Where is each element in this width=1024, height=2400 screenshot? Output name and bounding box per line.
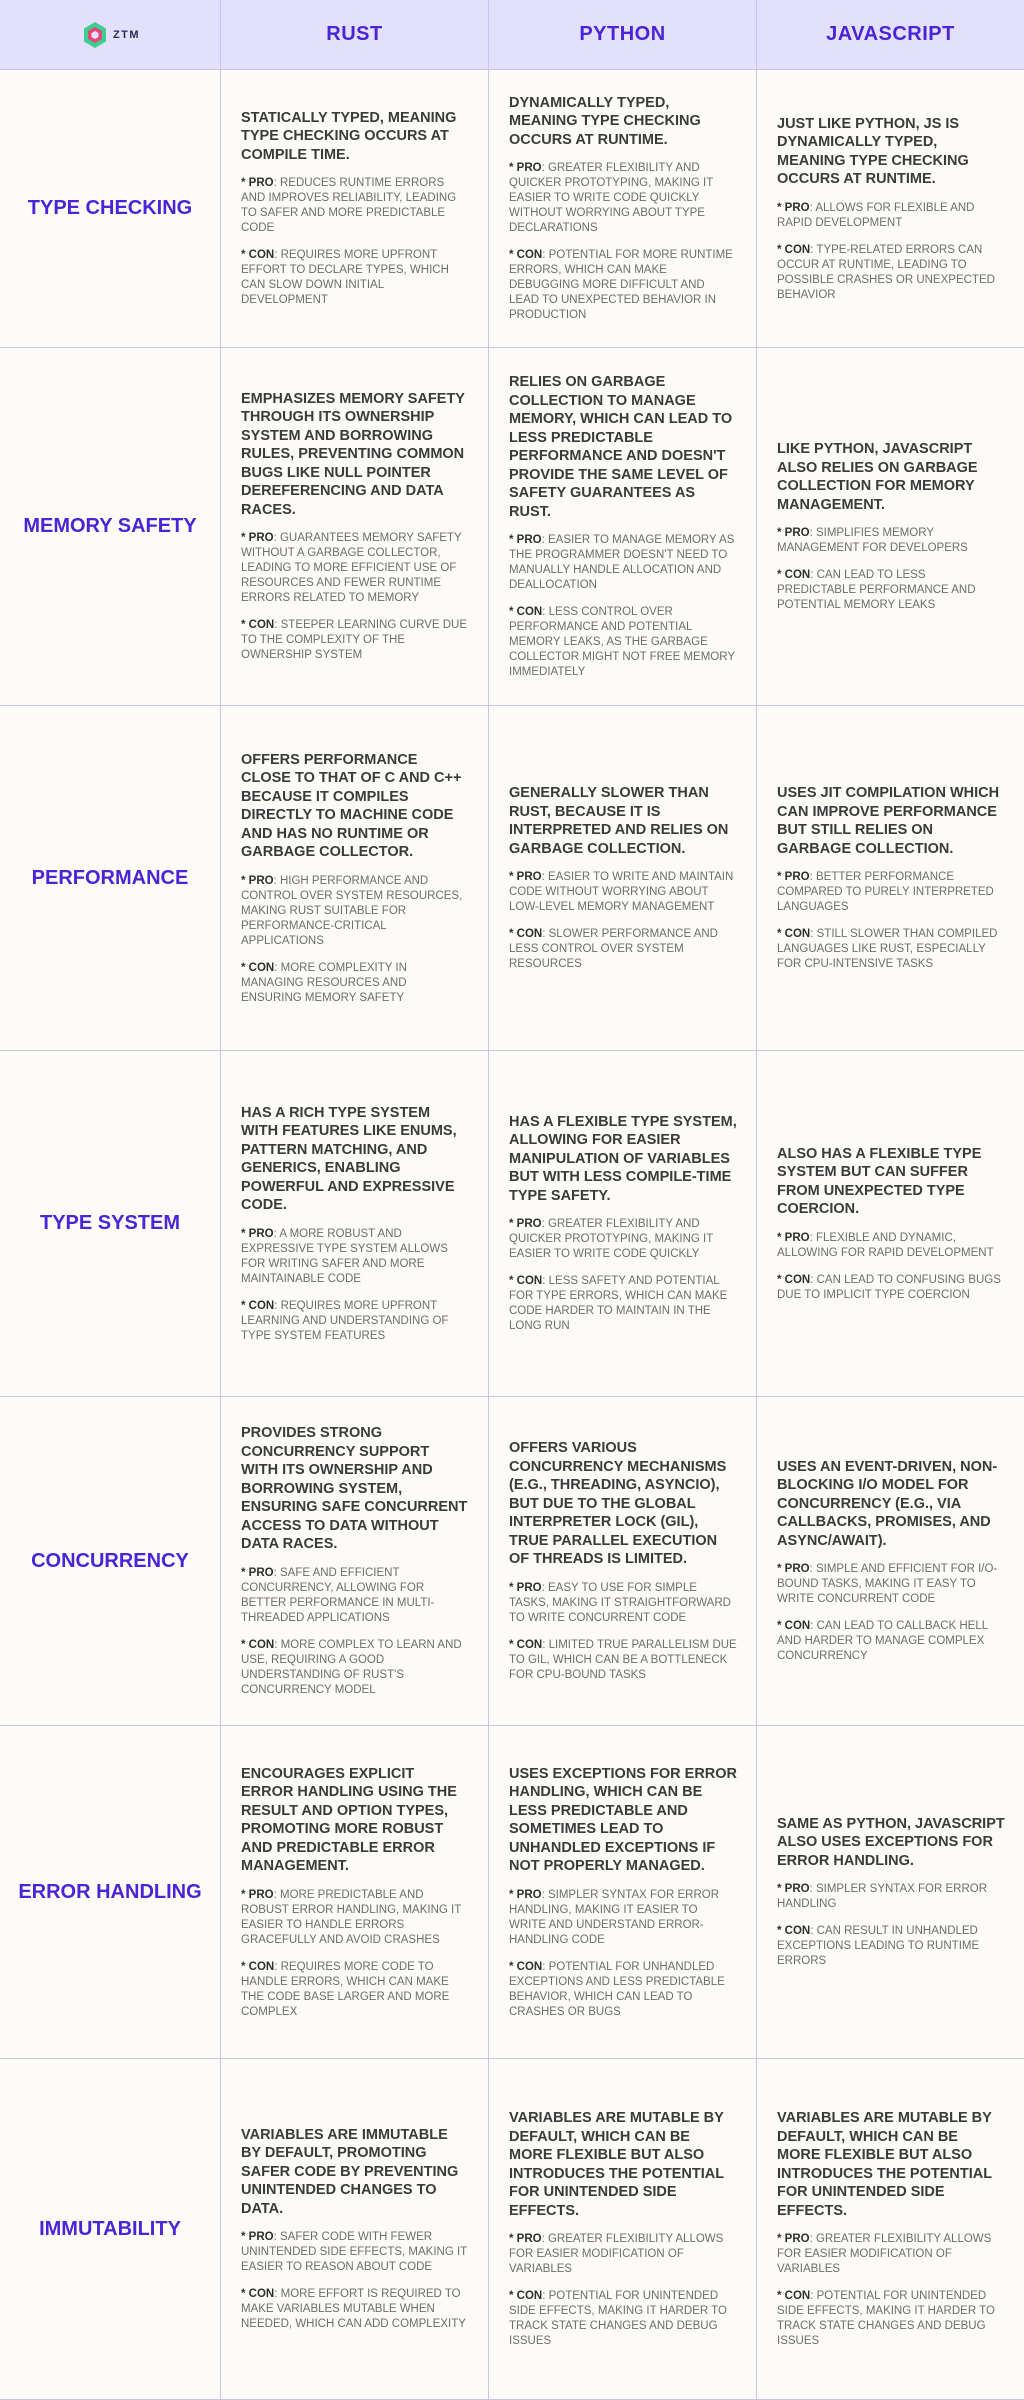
con-text: : MORE COMPLEX TO LEARN AND USE, REQUIRING A GOOD UNDERSTANDING OF RUST'S CONCURRENCY MODEL [241,1638,462,1696]
pro-point [509,533,737,593]
cell-summary: OFFERS VARIOUS CONCURRENCY MECHANISMS (E.G., THREADING, ASYNCIO), BUT DUE TO THE GLOBAL INTERPRETER LOCK (GIL), TRUE PARALLEL EXECUTION OF THREADS IS LIMITED. [509,1440,727,1568]
pro-point [509,1888,737,1948]
pro-bullet: * [777,1563,785,1576]
pro-text: : MORE PREDICTABLE AND ROBUST ERROR HANDLING, MAKING IT EASIER TO HANDLE ERRORS GRACEFULLY AND AVOID CRASHES [241,1888,462,1946]
con-label: CON [248,2288,275,2301]
con-bullet: * [241,961,249,974]
con-text: : REQUIRES MORE UPFRONT EFFORT TO DECLARE TYPES, WHICH CAN SLOW DOWN INITIAL DEVELOPMENT [241,249,449,307]
python-cell [489,348,757,706]
row-label: TYPE CHECKING [0,70,221,348]
pro-point [241,1566,469,1626]
con-bullet: * [241,1638,249,1651]
con-point [777,1619,1005,1664]
con-text: : STEEPER LEARNING CURVE DUE TO THE COMPLEXITY OF THE OWNERSHIP SYSTEM [241,619,468,662]
con-point [509,248,737,323]
con-point [509,605,737,680]
rust-cell [221,348,489,706]
javascript-cell [757,1397,1024,1726]
pro-label: PRO [516,162,542,175]
pro-bullet: * [777,2233,785,2245]
pro-bullet: * [777,1231,785,1244]
row-label: IMMUTABILITY [0,2059,221,2400]
con-text: : REQUIRES MORE UPFRONT LEARNING AND UNDERSTANDING OF TYPE SYSTEM FEATURES [241,1299,449,1342]
con-bullet: * [777,569,785,581]
pro-point [241,2230,469,2275]
con-point [509,1638,737,1683]
con-bullet: * [509,1960,517,1973]
pro-point [777,526,1005,556]
con-label: CON [516,1638,543,1651]
con-label: CON [516,2290,543,2302]
con-text: : CAN LEAD TO CONFUSING BUGS DUE TO IMPLICIT TYPE COERCION [777,1273,1001,1301]
con-point [777,568,1005,613]
con-text: : STILL SLOWER THAN COMPILED LANGUAGES LIKE RUST, ESPECIALLY FOR CPU-INTENSIVE TASKS [777,928,998,970]
logo-cell [0,0,221,70]
con-label: CON [516,1275,543,1288]
con-label: CON [516,249,543,262]
con-label: CON [516,928,543,940]
pro-text: : HIGH PERFORMANCE AND CONTROL OVER SYSTEM RESOURCES, MAKING RUST SUITABLE FOR PERFORMANCE-CRITICAL APPLICATIONS [241,874,463,947]
pro-point [241,1888,469,1948]
rust-cell [221,1051,489,1397]
pro-text: : REDUCES RUNTIME ERRORS AND IMPROVES RELIABILITY, LEADING TO SAFER AND MORE PREDICTABLE CODE [241,177,457,235]
cell-summary: USES AN EVENT-DRIVEN, NON-BLOCKING I/O MODEL FOR CONCURRENCY (E.G., VIA CALLBACKS, PROMISES, AND ASYNC/AWAIT). [777,1458,998,1549]
pro-text: : SAFE AND EFFICIENT CONCURRENCY, ALLOWING FOR BETTER PERFORMANCE IN MULTI-THREADED APPLICATIONS [241,1566,435,1624]
pro-label: PRO [784,1563,810,1576]
pro-bullet: * [777,527,785,539]
cell-summary: ALSO HAS A FLEXIBLE TYPE SYSTEM BUT CAN SUFFER FROM UNEXPECTED TYPE COERCION. [777,1145,982,1217]
pro-text: : GUARANTEES MEMORY SAFETY WITHOUT A GARBAGE COLLECTOR, LEADING TO MORE EFFICIENT USE OF RESOURCES AND FEWER RUNTIME ERRORS RELATED TO MEMORY [241,532,462,605]
con-label: CON [248,1299,275,1312]
cell-summary: PROVIDES STRONG CONCURRENCY SUPPORT WITH ITS OWNERSHIP AND BORROWING SYSTEM, ENSURING SAFE CONCURRENT ACCESS TO DATA WITHOUT DATA RACES. [241,1425,468,1553]
con-label: CON [784,1925,811,1938]
con-label: CON [784,2290,811,2302]
pro-label: PRO [248,177,274,190]
con-label: CON [248,961,275,974]
pro-text: : GREATER FLEXIBILITY ALLOWS FOR EASIER MODIFICATION OF VARIABLES [509,2233,724,2275]
con-point [777,243,1005,303]
pro-point [509,1217,737,1262]
con-point [509,927,737,972]
pro-point [509,870,737,915]
pro-label: PRO [516,2233,542,2245]
pro-bullet: * [241,1566,249,1579]
con-text: : REQUIRES MORE CODE TO HANDLE ERRORS, WHICH CAN MAKE THE CODE BASE LARGER AND MORE COMPLEX [241,1960,450,2018]
row-label: TYPE SYSTEM [0,1051,221,1397]
pro-bullet: * [241,1888,249,1901]
logo-text: ZTM [112,28,141,41]
pro-label: PRO [516,871,542,883]
cell-summary: STATICALLY TYPED, MEANING TYPE CHECKING OCCURS AT COMPILE TIME. [241,109,457,163]
pro-label: PRO [516,1888,542,1901]
con-label: CON [516,606,543,618]
rust-cell [221,2059,489,2400]
con-bullet: * [777,1925,785,1938]
con-text: : POTENTIAL FOR UNINTENDED SIDE EFFECTS, MAKING IT HARDER TO TRACK STATE CHANGES AND DEBUG ISSUES [777,2290,995,2347]
pro-bullet: * [241,1227,249,1240]
pro-bullet: * [777,1883,785,1896]
con-bullet: * [777,1620,785,1633]
con-label: CON [248,1638,275,1651]
pro-bullet: * [241,532,249,545]
python-cell [489,706,757,1051]
pro-bullet: * [777,871,785,883]
pro-bullet: * [241,874,249,887]
pro-bullet: * [509,2233,517,2245]
pro-point [777,1562,1005,1607]
cell-summary: VARIABLES ARE IMMUTABLE BY DEFAULT, PROMOTING SAFER CODE BY PREVENTING UNINTENDED CHANGES TO DATA. [241,2126,459,2217]
pro-label: PRO [784,871,810,883]
cell-summary: USES EXCEPTIONS FOR ERROR HANDLING, WHICH CAN BE LESS PREDICTABLE AND SOMETIMES LEAD TO UNHANDLED EXCEPTIONS IF NOT PROPERLY MANAGED. [509,1765,738,1874]
con-text: : SLOWER PERFORMANCE AND LESS CONTROL OVER SYSTEM RESOURCES [509,928,718,970]
pro-bullet: * [777,201,785,214]
cell-summary: HAS A RICH TYPE SYSTEM WITH FEATURES LIKE ENUMS, PATTERN MATCHING, AND GENERICS, ENABLING POWERFUL AND EXPRESSIVE CODE. [241,1104,457,1213]
header-rust: RUST [221,0,489,70]
ztm-logo-icon [80,20,110,50]
con-bullet: * [509,249,517,262]
pro-label: PRO [516,1218,542,1231]
con-label: CON [248,619,275,632]
con-bullet: * [241,1299,249,1312]
rust-cell [221,70,489,348]
con-label: CON [516,1960,543,1973]
pro-point [509,2232,737,2277]
pro-point [241,531,469,606]
pro-text: : GREATER FLEXIBILITY ALLOWS FOR EASIER MODIFICATION OF VARIABLES [777,2233,992,2275]
header-python: PYTHON [489,0,757,70]
pro-point [241,176,469,236]
pro-point [241,874,469,949]
javascript-cell [757,70,1024,348]
con-text: : LESS CONTROL OVER PERFORMANCE AND POTENTIAL MEMORY LEAKS, AS THE GARBAGE COLLECTOR MIGHT NOT FREE MEMORY IMMEDIATELY [509,606,735,678]
cell-summary: VARIABLES ARE MUTABLE BY DEFAULT, WHICH CAN BE MORE FLEXIBLE BUT ALSO INTRODUCES THE POTENTIAL FOR UNINTENDED SIDE EFFECTS. [777,2110,992,2219]
cell-summary: HAS A FLEXIBLE TYPE SYSTEM, ALLOWING FOR EASIER MANIPULATION OF VARIABLES BUT WITH LESS COMPILE-TIME TYPE SAFETY. [509,1113,737,1204]
pro-bullet: * [509,534,517,546]
pro-text: : GREATER FLEXIBILITY AND QUICKER PROTOTYPING, MAKING IT EASIER TO WRITE CODE QUICKLY [509,1218,714,1261]
con-text: : POTENTIAL FOR UNINTENDED SIDE EFFECTS, MAKING IT HARDER TO TRACK STATE CHANGES AND DEBUG ISSUES [509,2290,727,2347]
con-point [241,1638,469,1698]
python-cell [489,1726,757,2059]
pro-label: PRO [248,1566,274,1579]
con-bullet: * [509,1638,517,1651]
rust-cell [221,1397,489,1726]
pro-text: : FLEXIBLE AND DYNAMIC, ALLOWING FOR RAPID DEVELOPMENT [777,1231,994,1259]
row-label: PERFORMANCE [0,706,221,1051]
pro-label: PRO [516,534,542,546]
pro-bullet: * [509,1581,517,1594]
con-point [241,2287,469,2332]
con-text: : MORE EFFORT IS REQUIRED TO MAKE VARIABLES MUTABLE WHEN NEEDED, WHICH CAN ADD COMPLEXITY [241,2288,466,2331]
pro-label: PRO [784,1231,810,1244]
pro-text: : ALLOWS FOR FLEXIBLE AND RAPID DEVELOPMENT [777,201,975,229]
con-text: : LIMITED TRUE PARALLELISM DUE TO GIL, WHICH CAN BE A BOTTLENECK FOR CPU-BOUND TASKS [509,1638,737,1681]
con-bullet: * [777,243,785,256]
cell-summary: JUST LIKE PYTHON, JS IS DYNAMICALLY TYPED, MEANING TYPE CHECKING OCCURS AT RUNTIME. [777,115,969,187]
python-cell [489,2059,757,2400]
con-point [509,1274,737,1334]
con-text: : POTENTIAL FOR UNHANDLED EXCEPTIONS AND LESS PREDICTABLE BEHAVIOR, WHICH CAN LEAD TO CRASHES OR BUGS [509,1960,725,2018]
javascript-cell [757,348,1024,706]
con-text: : TYPE-RELATED ERRORS CAN OCCUR AT RUNTIME, LEADING TO POSSIBLE CRASHES OR UNEXPECTED BEHAVIOR [777,243,995,301]
pro-label: PRO [248,874,274,887]
pro-label: PRO [784,2233,810,2245]
pro-point [509,1581,737,1626]
pro-text: : SIMPLE AND EFFICIENT FOR I/O-BOUND TASKS, MAKING IT EASY TO WRITE CONCURRENT CODE [777,1563,998,1606]
pro-text: : BETTER PERFORMANCE COMPARED TO PURELY INTERPRETED LANGUAGES [777,871,994,913]
pro-label: PRO [248,1227,274,1240]
rust-cell [221,706,489,1051]
con-point [777,2289,1005,2349]
con-bullet: * [777,1273,785,1286]
cell-summary: VARIABLES ARE MUTABLE BY DEFAULT, WHICH CAN BE MORE FLEXIBLE BUT ALSO INTRODUCES THE POTENTIAL FOR UNINTENDED SIDE EFFECTS. [509,2110,724,2219]
pro-point [777,870,1005,915]
javascript-cell [757,706,1024,1051]
con-bullet: * [777,928,785,940]
pro-text: : SIMPLER SYNTAX FOR ERROR HANDLING [777,1883,988,1911]
pro-label: PRO [248,532,274,545]
javascript-cell [757,1726,1024,2059]
con-point [777,1924,1005,1969]
pro-label: PRO [784,201,810,214]
python-cell [489,70,757,348]
pro-bullet: * [509,871,517,883]
con-bullet: * [241,249,249,262]
con-bullet: * [509,606,517,618]
con-bullet: * [241,2288,249,2301]
con-point [241,1299,469,1344]
pro-point [777,1882,1005,1912]
cell-summary: LIKE PYTHON, JAVASCRIPT ALSO RELIES ON GARBAGE COLLECTION FOR MEMORY MANAGEMENT. [777,441,978,513]
pro-bullet: * [241,2231,249,2244]
row-label: MEMORY SAFETY [0,348,221,706]
con-point [509,1960,737,2020]
ztm-logo [80,20,140,50]
con-point [241,248,469,308]
con-label: CON [248,1960,275,1973]
row-label: ERROR HANDLING [0,1726,221,2059]
con-text: : CAN LEAD TO LESS PREDICTABLE PERFORMANCE AND POTENTIAL MEMORY LEAKS [777,569,976,611]
pro-label: PRO [784,527,810,539]
pro-text: : SIMPLER SYNTAX FOR ERROR HANDLING, MAKING IT EASIER TO WRITE AND UNDERSTAND ERROR-HANDLING CODE [509,1888,720,1946]
rust-cell [221,1726,489,2059]
con-bullet: * [241,619,249,632]
pro-text: : EASIER TO WRITE AND MAINTAIN CODE WITHOUT WORRYING ABOUT LOW-LEVEL MEMORY MANAGEMENT [509,871,734,913]
pro-text: : SAFER CODE WITH FEWER UNINTENDED SIDE EFFECTS, MAKING IT EASIER TO REASON ABOUT CODE [241,2231,467,2274]
pro-text: : GREATER FLEXIBILITY AND QUICKER PROTOTYPING, MAKING IT EASIER TO WRITE CODE QUICKLY WITHOUT WORRYING ABOUT TYPE DECLARATIONS [509,162,714,235]
pro-point [777,1231,1005,1261]
con-point [777,927,1005,972]
pro-label: PRO [784,1883,810,1896]
cell-summary: DYNAMICALLY TYPED, MEANING TYPE CHECKING OCCURS AT RUNTIME. [509,94,701,148]
javascript-cell [757,2059,1024,2400]
row-label: CONCURRENCY [0,1397,221,1726]
con-bullet: * [241,1960,249,1973]
con-text: : MORE COMPLEXITY IN MANAGING RESOURCES AND ENSURING MEMORY SAFETY [241,961,407,1004]
con-text: : CAN LEAD TO CALLBACK HELL AND HARDER TO MANAGE COMPLEX CONCURRENCY [777,1620,988,1663]
pro-label: PRO [516,1581,542,1594]
pro-bullet: * [509,162,517,175]
con-label: CON [784,1620,811,1633]
con-label: CON [784,569,811,581]
cell-summary: EMPHASIZES MEMORY SAFETY THROUGH ITS OWNERSHIP SYSTEM AND BORROWING RULES, PREVENTING COMMON BUGS LIKE NULL POINTER DEREFERENCING AND DATA RACES. [241,390,465,518]
python-cell [489,1397,757,1726]
con-point [241,618,469,663]
con-label: CON [784,1273,811,1286]
pro-text: : A MORE ROBUST AND EXPRESSIVE TYPE SYSTEM ALLOWS FOR WRITING SAFER AND MORE MAINTAINABLE CODE [241,1227,448,1285]
con-bullet: * [509,928,517,940]
con-point [777,1273,1005,1303]
con-text: : CAN RESULT IN UNHANDLED EXCEPTIONS LEADING TO RUNTIME ERRORS [777,1925,980,1968]
pro-label: PRO [248,1888,274,1901]
pro-label: PRO [248,2231,274,2244]
con-label: CON [248,249,275,262]
con-bullet: * [509,2290,517,2302]
pro-bullet: * [509,1888,517,1901]
javascript-cell [757,1051,1024,1397]
pro-point [777,201,1005,231]
con-bullet: * [777,2290,785,2302]
cell-summary: USES JIT COMPILATION WHICH CAN IMPROVE PERFORMANCE BUT STILL RELIES ON GARBAGE COLLECTION. [777,785,1000,857]
pro-text: : EASIER TO MANAGE MEMORY AS THE PROGRAMMER DOESN'T NEED TO MANUALLY HANDLE ALLOCATION AND DEALLOCATION [509,534,735,591]
con-text: : POTENTIAL FOR MORE RUNTIME ERRORS, WHICH CAN MAKE DEBUGGING MORE DIFFICULT AND LEAD TO UNEXPECTED BEHAVIOR IN PRODUCTION [509,249,733,322]
con-bullet: * [509,1275,517,1288]
cell-summary: GENERALLY SLOWER THAN RUST, BECAUSE IT IS INTERPRETED AND RELIES ON GARBAGE COLLECTION. [509,785,729,857]
pro-bullet: * [241,177,249,190]
con-point [241,961,469,1006]
con-label: CON [784,243,811,256]
con-text: : LESS SAFETY AND POTENTIAL FOR TYPE ERRORS, WHICH CAN MAKE CODE HARDER TO MAINTAIN IN THE LONG RUN [509,1275,728,1333]
con-point [509,2289,737,2349]
cell-summary: SAME AS PYTHON, JAVASCRIPT ALSO USES EXCEPTIONS FOR ERROR HANDLING. [777,1815,1005,1869]
cell-summary: OFFERS PERFORMANCE CLOSE TO THAT OF C AND C++ BECAUSE IT COMPILES DIRECTLY TO MACHINE CODE AND HAS NO RUNTIME OR GARBAGE COLLECTOR. [241,751,462,860]
cell-summary: RELIES ON GARBAGE COLLECTION TO MANAGE MEMORY, WHICH CAN LEAD TO LESS PREDICTABLE PERFORMANCE AND DOESN'T PROVIDE THE SAME LEVEL OF SAFETY GUARANTEES AS RUST. [509,374,733,520]
con-point [241,1960,469,2020]
pro-text: : EASY TO USE FOR SIMPLE TASKS, MAKING IT STRAIGHTFORWARD TO WRITE CONCURRENT CODE [509,1581,731,1624]
cell-summary: ENCOURAGES EXPLICIT ERROR HANDLING USING THE RESULT AND OPTION TYPES, PROMOTING MORE ROBUST AND PREDICTABLE ERROR MANAGEMENT. [241,1765,457,1874]
pro-point [241,1227,469,1287]
pro-point [509,161,737,236]
header-javascript: JAVASCRIPT [757,0,1024,70]
pro-point [777,2232,1005,2277]
pro-bullet: * [509,1218,517,1231]
python-cell [489,1051,757,1397]
con-label: CON [784,928,811,940]
pro-text: : SIMPLIFIES MEMORY MANAGEMENT FOR DEVELOPERS [777,527,968,554]
